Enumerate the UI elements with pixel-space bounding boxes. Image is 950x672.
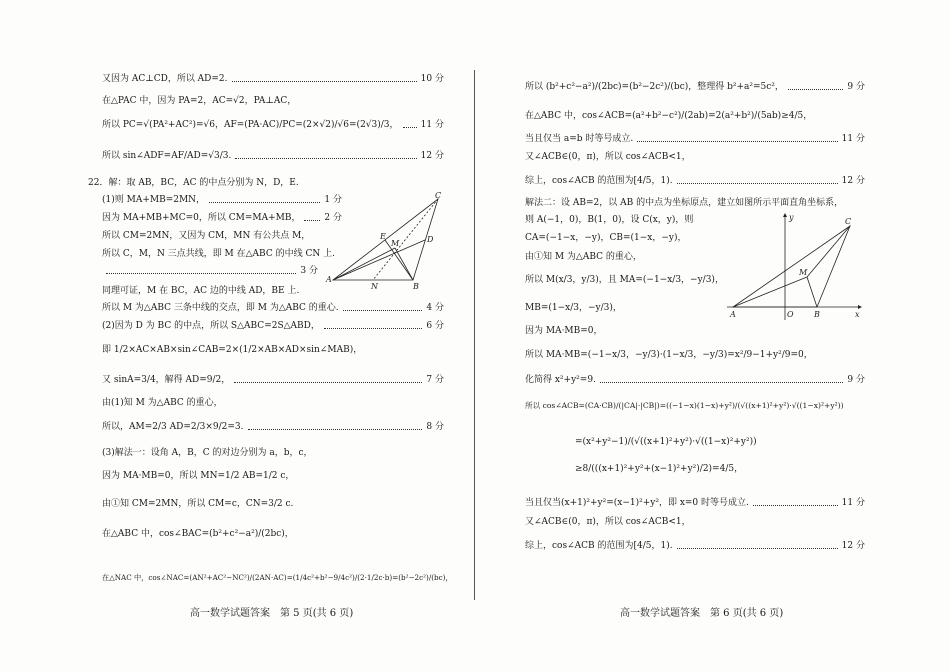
label-c-point: C — [845, 217, 852, 226]
right-line-4: 综上，cos∠ACB 的范围为[4/5，1). 12 分 — [525, 176, 865, 186]
right-line-14: 所以 cos∠ACB=(CA·CB)/(|CA|·|CB|)=((−1−x)(1−x)+y²)/(√((x+1)²+y²)·√((1−x)²+y²)) — [525, 401, 844, 410]
left-line-16: 所以，AM=2/3 AD=2/3×9/2=3. 8 分 — [102, 422, 444, 432]
right-line-18: 又∠ACB∈(0，π)，所以 cos∠ACB<1， — [525, 517, 691, 527]
right-footer: 高一数学试题答案 第 6 页(共 6 页) — [620, 608, 784, 619]
label-c: C — [435, 191, 442, 200]
label-b-point: B — [814, 310, 820, 319]
left-line-10: 同理可证，M 在 BC，AC 边的中线 AD，BE 上. — [102, 286, 300, 296]
left-line-0: 又因为 AC⊥CD，所以 AD=2. 10 分 — [102, 74, 444, 84]
label-a: A — [326, 275, 332, 284]
label-b: B — [413, 282, 419, 290]
right-line-7: CA=(−1−x，−y)，CB=(1−x，−y)， — [525, 233, 687, 243]
left-line-11: 所以 M 为△ABC 三条中线的交点，即 M 为△ABC 的重心. 4 分 — [102, 303, 444, 313]
left-line-20: 在△ABC 中，cos∠BAC=(b²+c²−a²)/(2bc)， — [102, 529, 294, 539]
right-line-11: 因为 MA·MB=0， — [525, 326, 603, 336]
label-m-point: M — [799, 268, 808, 277]
coordinate-diagram — [725, 212, 865, 324]
label-x-axis: x — [855, 310, 860, 319]
left-line-17: (3)解法一：设角 A，B，C 的对边分别为 a，b，c， — [102, 448, 313, 458]
left-line-15: 由(1)知 M 为△ABC 的重心， — [102, 398, 223, 408]
right-line-3: 又∠ACB∈(0，π)，所以 cos∠ACB<1， — [525, 152, 691, 162]
label-a-point: A — [730, 310, 736, 319]
label-m: M — [391, 239, 400, 248]
left-line-14: 又 sinA=3/4，解得 AD=9/2， 7 分 — [102, 375, 444, 385]
left-line-21: 在△NAC 中，cos∠NAC=(AN²+AC²−NC²)/(2AN·AC)=(1/4c²+b²−9/4c²)/(2·1/2c·b)=(b²−2c²)/(bc)， — [102, 573, 453, 582]
left-line-9: 3 分 — [102, 265, 318, 277]
right-line-17: 当且仅当(x+1)²+y²=(x−1)²+y²，即 x=0 时等号成立. 11 分 — [525, 498, 865, 508]
left-line-19: 由①知 CM=2MN，所以 CM=c，CN=3/2 c. — [102, 499, 294, 509]
right-line-0: 所以 (b²+c²−a²)/(2bc)=(b²−2c²)/(bc)，整理得 b²+a²=5c²， 9 分 — [525, 82, 865, 92]
left-line-8: 所以 C，M，N 三点共线，即 M 在△ABC 的中线 CN 上. — [102, 249, 335, 259]
right-line-9: 所以 M(x/3，y/3)，且 MA=(−1−x/3，−y/3)， — [525, 275, 724, 285]
left-line-13: 即 1/2×AC×AB×sin∠CAB=2×(1/2×AB×AD×sin∠MAB)， — [102, 345, 363, 355]
left-line-3: 所以 sin∠ADF=AF/AD=√3/3. 12 分 — [102, 151, 444, 161]
right-line-2: 当且仅当 a=b 时等号成立. 11 分 — [525, 134, 865, 144]
right-line-10: MB=(1−x/3，−y/3)， — [525, 303, 622, 313]
right-line-6: 则 A(−1，0)，B(1，0)，设 C(x，y)，则 — [525, 215, 694, 225]
left-line-7: 所以 CM=2MN，又因为 CM，MN 有公共点 M， — [102, 231, 311, 241]
left-line-5: (1)则 MA+MB=2MN， 1 分 — [102, 195, 342, 205]
right-line-12: 所以 MA·MB=(−1−x/3，−y/3)·(1−x/3，−y/3)=x²/9−1+y²/9=0， — [525, 350, 813, 360]
left-line-18: 因为 MA·MB=0，所以 MN=1/2 AB=1/2 c， — [102, 471, 295, 481]
right-line-19: 综上，cos∠ACB 的范围为[4/5，1). 12 分 — [525, 541, 865, 551]
right-page — [475, 0, 950, 672]
left-line-6: 因为 MA+MB+MC=0，所以 CM=MA+MB， 2 分 — [102, 213, 342, 223]
left-line-12: (2)因为 D 为 BC 的中点，所以 S△ABC=2S△ABD， 6 分 — [102, 321, 444, 331]
right-line-1: 在△ABC 中，cos∠ACB=(a²+b²−c²)/(2ab)=2(a²+b²)/(5ab)≥4/5， — [525, 111, 813, 121]
right-line-8: 由①知 M 为△ABC 的重心， — [525, 252, 642, 262]
right-line-13: 化简得 x²+y²=9. 9 分 — [525, 375, 865, 385]
right-line-15: =(x²+y²−1)/(√((x+1)²+y²)·√((1−x)²+y²)) — [575, 437, 757, 447]
right-line-16: ≥8/(((x+1)²+y²+(x−1)²+y²)/2)=4/5， — [575, 464, 744, 474]
left-line-4: 22．解：取 AB，BC，AC 的中点分别为 N，D，E. — [88, 178, 299, 188]
left-footer: 高一数学试题答案 第 5 页(共 6 页) — [190, 608, 354, 619]
label-o-origin: O — [787, 310, 794, 319]
label-d: D — [427, 235, 434, 244]
left-line-1: 在△PAC 中，因为 PA=2，AC=√2，PA⊥AC， — [102, 96, 297, 106]
right-line-5: 解法二：设 AB=2，以 AB 的中点为坐标原点，建立如图所示平面直角坐标系， — [525, 198, 844, 208]
label-e: E — [380, 232, 386, 241]
label-n: N — [371, 282, 378, 290]
left-line-2: 所以 PC=√(PA²+AC²)=√6，AF=(PA·AC)/PC=(2×√2)/√6=(2√3)/3， 11 分 — [102, 120, 444, 130]
label-y-axis: y — [789, 213, 794, 222]
triangle-median-diagram — [325, 190, 450, 290]
